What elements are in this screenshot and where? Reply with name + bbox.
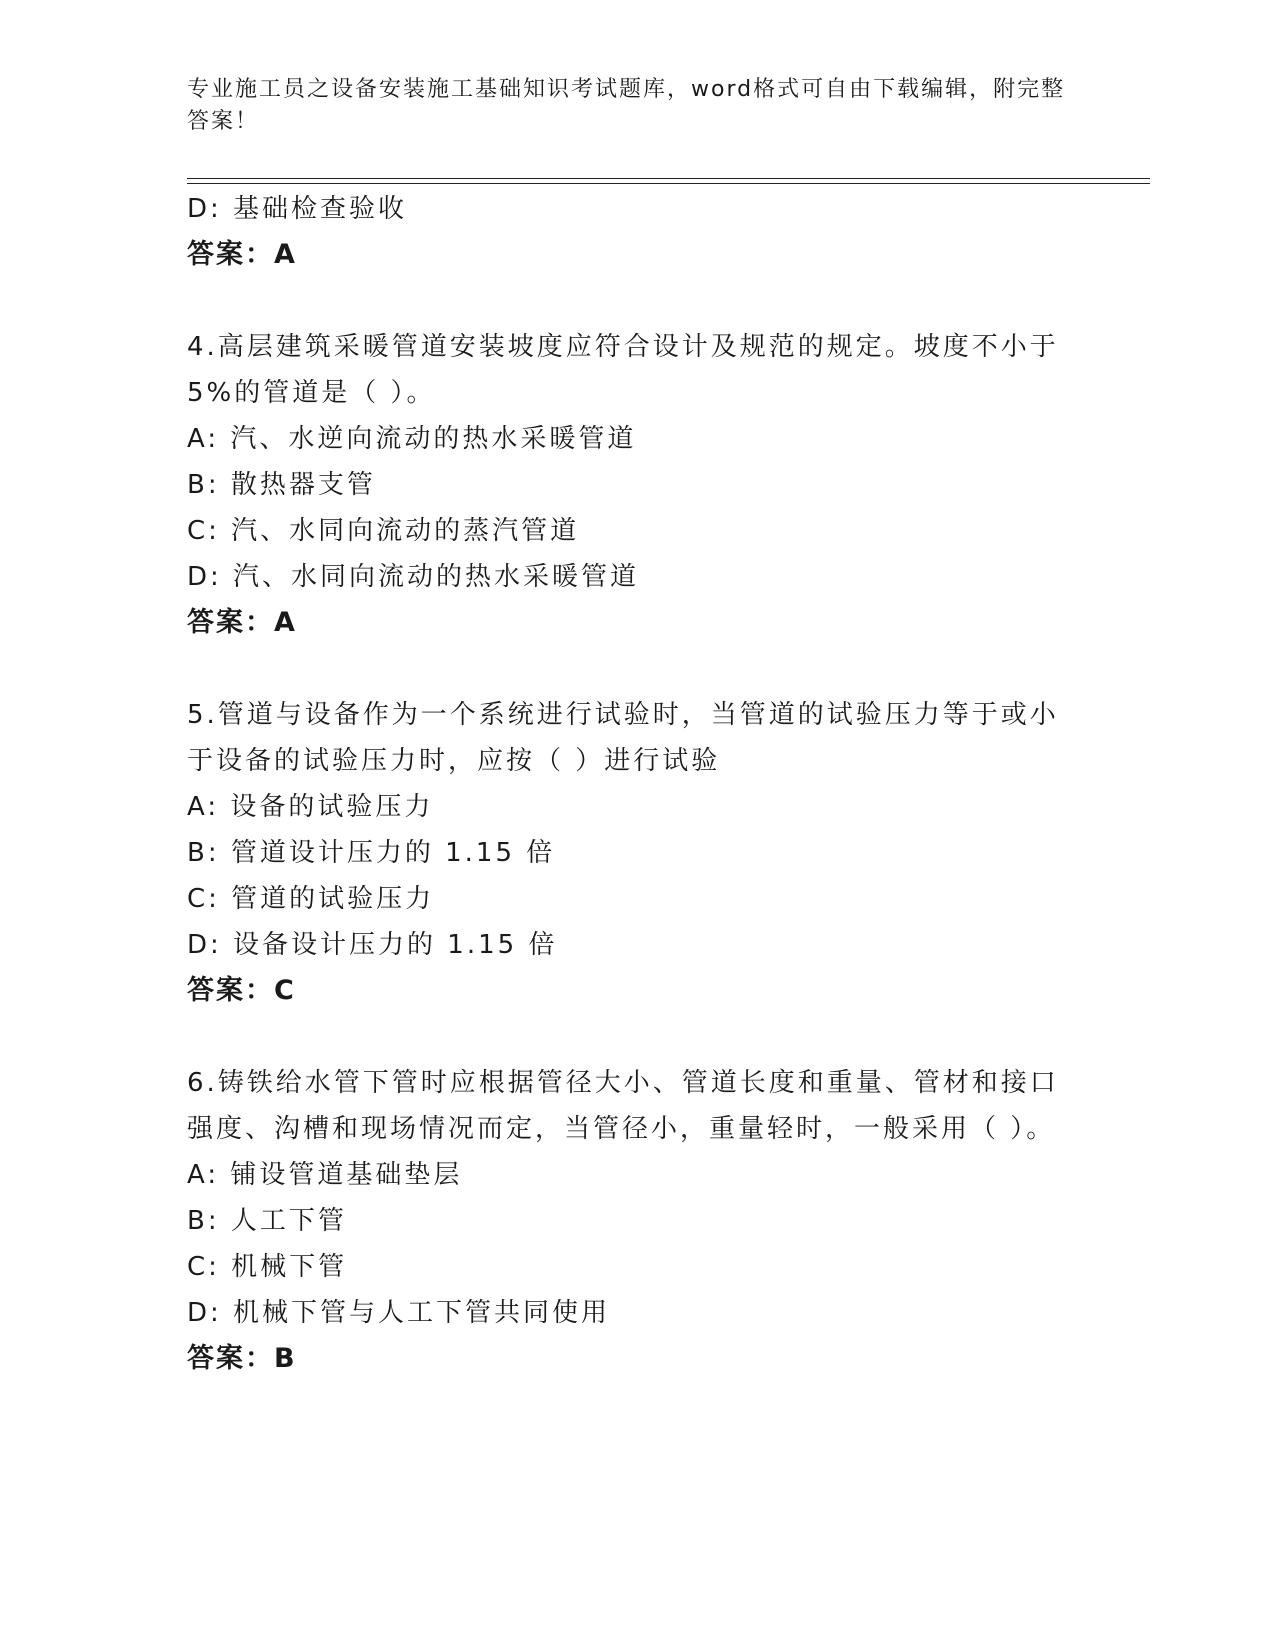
question-3-continued (187, 186, 1087, 278)
answer-line: 答案：A (187, 607, 297, 638)
question-4 (187, 324, 1087, 646)
answer-line: 答案：C (187, 975, 296, 1006)
option-d: D: 设备设计压力的 1.15 倍 (187, 930, 558, 960)
answer-line: 答案：B (187, 1343, 297, 1374)
document-header: 专业施工员之设备安装施工基础知识考试题库，word格式可自由下载编辑，附完整答案！ (187, 77, 1066, 134)
option-a: A: 铺设管道基础垫层 (187, 1160, 463, 1190)
option-b: B: 人工下管 (187, 1206, 347, 1236)
option-d: D: 基础检查验收 (187, 194, 408, 224)
document-body (187, 186, 1087, 1382)
option-c: C: 管道的试验压力 (187, 884, 435, 914)
option-b: B: 管道设计压力的 1.15 倍 (187, 838, 556, 868)
answer-line: 答案：A (187, 239, 297, 270)
option-c: C: 汽、水同向流动的蒸汽管道 (187, 516, 580, 546)
option-a: A: 汽、水逆向流动的热水采暖管道 (187, 424, 637, 454)
question-stem-line-2: 强度、沟槽和现场情况而定，当管径小，重量轻时，一般采用（ ）。 (187, 1114, 1056, 1144)
option-a: A: 设备的试验压力 (187, 792, 434, 822)
header-divider-bottom (187, 183, 1150, 184)
option-c: C: 机械下管 (187, 1252, 348, 1282)
option-d: D: 汽、水同向流动的热水采暖管道 (187, 562, 640, 592)
option-b: B: 散热器支管 (187, 470, 376, 500)
option-d: D: 机械下管与人工下管共同使用 (187, 1298, 611, 1328)
question-stem-line-1: 5.管道与设备作为一个系统进行试验时，当管道的试验压力等于或小 (187, 700, 1059, 730)
question-stem-line-1: 6.铸铁给水管下管时应根据管径大小、管道长度和重量、管材和接口 (187, 1068, 1059, 1098)
question-stem-line-1: 4.高层建筑采暖管道安装坡度应符合设计及规范的规定。坡度不小于 (187, 332, 1059, 362)
question-6 (187, 1060, 1087, 1382)
header-divider-top (187, 178, 1150, 179)
question-stem-line-2: 5%的管道是（ ）。 (187, 378, 436, 408)
question-5 (187, 692, 1087, 1014)
question-stem-line-2: 于设备的试验压力时，应按（ ）进行试验 (187, 746, 721, 776)
